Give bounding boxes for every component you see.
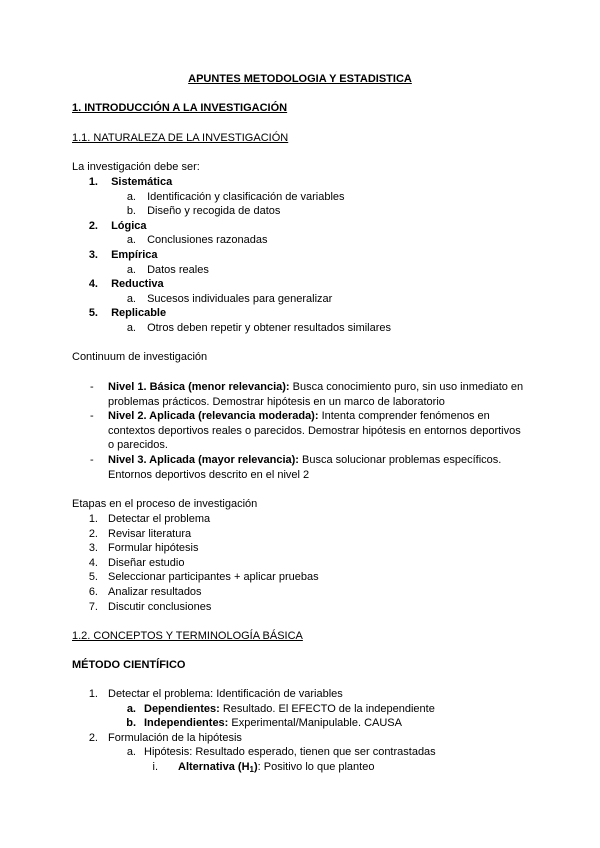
list-item: a. Conclusiones razonadas [126,234,268,247]
list-item: 3. Empírica [88,249,158,261]
list-item: a. Datos reales [126,263,209,276]
list-item: 5. Replicable [88,307,167,320]
stages-heading: Etapas en el proceso de investigación [72,498,258,510]
list-item: b. Diseño y recogida de datos [126,205,281,218]
list-item: a. Dependientes: Resultado. El EFECTO de la independiente [126,702,435,715]
list-item: a. Otros deben repetir y obtener resultados similares [126,322,392,334]
list-item: 6. Analizar resultados [88,586,202,598]
method-heading: MÉTODO CIENTÍFICO [72,659,186,671]
list-item: b. Independientes: Experimental/Manipulable. CAUSA [126,717,402,730]
list-item: 1. Detectar el problema [88,513,211,525]
continuum-line: problemas prácticos. Demostrar hipótesis en un marco de laboratorio [108,395,445,408]
list-item: 4. Reductiva [88,278,164,291]
list-item: i. Alternativa $(H_1)$: Positivo lo que planteo [152,761,375,774]
continuum-heading: Continuum de investigación [72,351,208,363]
continuum-line: Entornos deportivos descrito en el nivel 2 [108,468,310,481]
intro-text: La investigación debe ser: [72,161,200,173]
subsection-1-1-heading: 1.1. NATURALEZA DE LA INVESTIGACIÓN [72,132,289,144]
list-item: 2. Lógica [88,219,147,232]
continuum-line: o parecidos. [108,439,168,452]
document-page: APUNTES METODOLOGIA Y ESTADISTICA 1. INTRODUCCIÓN A LA INVESTIGACIÓN 1.1. NATURALEZA DE LA INVESTIGACIÓN La investigación debe ser: 1. Sistemática a. Identificación y clasificación de variables b. Diseño y recogida de datos 2. Lógica a. Conclusiones razonadas 3. Empírica a. Datos reales 4. Reductiva a. Sucesos individuales para generalizar 5. Replicable a. Otros deben repetir y obtener resultados similares Continuum de investigación - Nivel 1. Básica (menor relevancia): Busca conocimiento puro, sin uso inmediato en problemas prácticos. Demostrar hipótesis en un marco de laboratorio - Nivel 2. Aplicada (relevancia moderada): Intenta comprender fenómenos en contextos deportivos reales o parecidos. Demostrar hipótesis en entornos deportivos o parecidos. - Nivel 3. Aplicada (mayor relevancia): Busca solucionar problemas específicos. Entornos deportivos descrito en el nivel 2 Etapas en el proceso de investigación 1. Detectar el problema 2. Revisar literatura 3. Formular hipótesis 4. Diseñar estudio 5. Seleccionar participantes + aplicar pruebas 6. Analizar resultados 7. Discutir conclusiones 1.2. CONCEPTOS Y TERMINOLOGÍA BÁSICA MÉTODO CIENTÍFICO 1. Detectar el problema: Identificación de variables a. Dependientes: Resultado. El EFECTO de la independiente b. Independientes: Experimental/Manipulable. CAUSA 2. Formulación de la hipótesis a. Hipótesis: Resultado esperado, tienen que ser contrastadas i. Alternativa $(H_1)$: Positivo lo que planteo [0,0,600,848]
list-item: 5. Seleccionar participantes + aplicar pruebas [88,571,319,584]
list-item: 2. Formulación de la hipótesis [88,731,242,744]
continuum-line: contextos deportivos reales o parecidos. Demostrar hipótesis en entornos deportivos [108,424,521,437]
list-item: a. Hipótesis: Resultado esperado, tienen que ser contrastadas [126,746,436,759]
list-item: a. Sucesos individuales para generalizar [126,292,333,305]
document-title: APUNTES METODOLOGIA Y ESTADISTICA [188,73,412,85]
list-item: 2. Revisar literatura [88,527,192,540]
list-item: 1. Detectar el problema: Identificación de variables [88,688,343,700]
list-item: 3. Formular hipótesis [88,542,199,555]
list-item: 7. Discutir conclusiones [88,600,212,613]
section-1-heading: 1. INTRODUCCIÓN A LA INVESTIGACIÓN [72,102,288,114]
list-item: 1. Sistemática [88,176,173,188]
subsection-1-2-heading: 1.2. CONCEPTOS Y TERMINOLOGÍA BÁSICA [72,630,303,642]
list-item: 4. Diseñar estudio [88,556,185,569]
list-item: a. Identificación y clasificación de variables [126,190,345,203]
